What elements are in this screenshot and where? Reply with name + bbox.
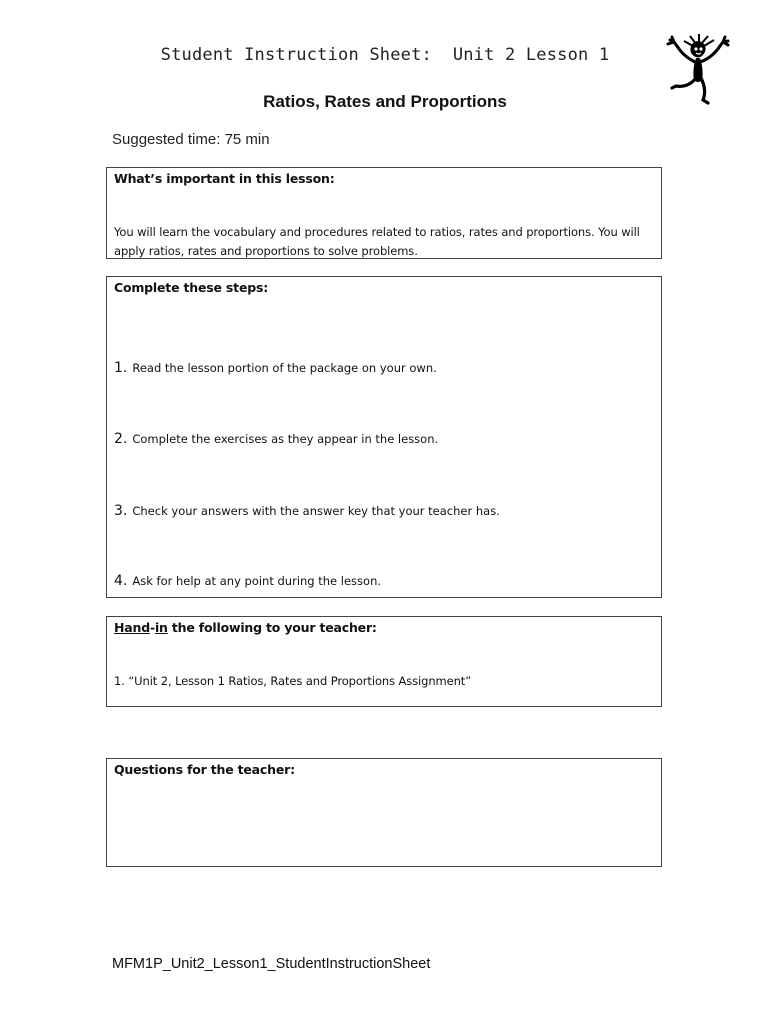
step-number: 3.: [114, 503, 128, 519]
steps-box: [106, 276, 662, 598]
handin-heading-hand: Hand: [114, 620, 150, 635]
step-item: [114, 503, 500, 519]
step-number: 2.: [114, 431, 128, 447]
important-heading: What’s important in this lesson:: [114, 171, 335, 186]
handin-heading-dash: -: [149, 620, 155, 635]
footer-filename: MFM1P_Unit2_Lesson1_StudentInstructionSheet: [112, 956, 431, 972]
handin-box: [106, 616, 662, 707]
step-text: Read the lesson portion of the package on your own.: [132, 361, 437, 375]
questions-box: [106, 758, 662, 867]
page-title: Ratios, Rates and Proportions: [263, 92, 507, 111]
handin-heading: [114, 620, 377, 635]
step-text: Check your answers with the answer key that your teacher has.: [132, 504, 500, 518]
steps-heading: Complete these steps:: [114, 280, 269, 295]
questions-heading: Questions for the teacher:: [114, 762, 295, 777]
step-item: [114, 573, 381, 589]
handin-heading-rest: the following to your teacher:: [167, 620, 377, 635]
step-text: Ask for help at any point during the lesson.: [132, 574, 382, 588]
important-box: [106, 167, 662, 259]
step-number: 4.: [114, 573, 128, 589]
important-text: You will learn the vocabulary and procedures related to ratios, rates and proportions. You will apply ratios, rates and proportions to solve problems.: [114, 225, 640, 258]
step-text: Complete the exercises as they appear in the lesson.: [132, 432, 439, 446]
step-number: 1.: [114, 360, 128, 376]
step-item: [114, 360, 437, 376]
step-item: [114, 431, 438, 447]
handin-item: 1. “Unit 2, Lesson 1 Ratios, Rates and Proportions Assignment”: [114, 674, 472, 688]
sheet-header: Student Instruction Sheet: Unit 2 Lesson 1: [160, 45, 610, 65]
suggested-time: Suggested time: 75 min: [112, 131, 270, 148]
handin-heading-in: in: [154, 620, 168, 635]
